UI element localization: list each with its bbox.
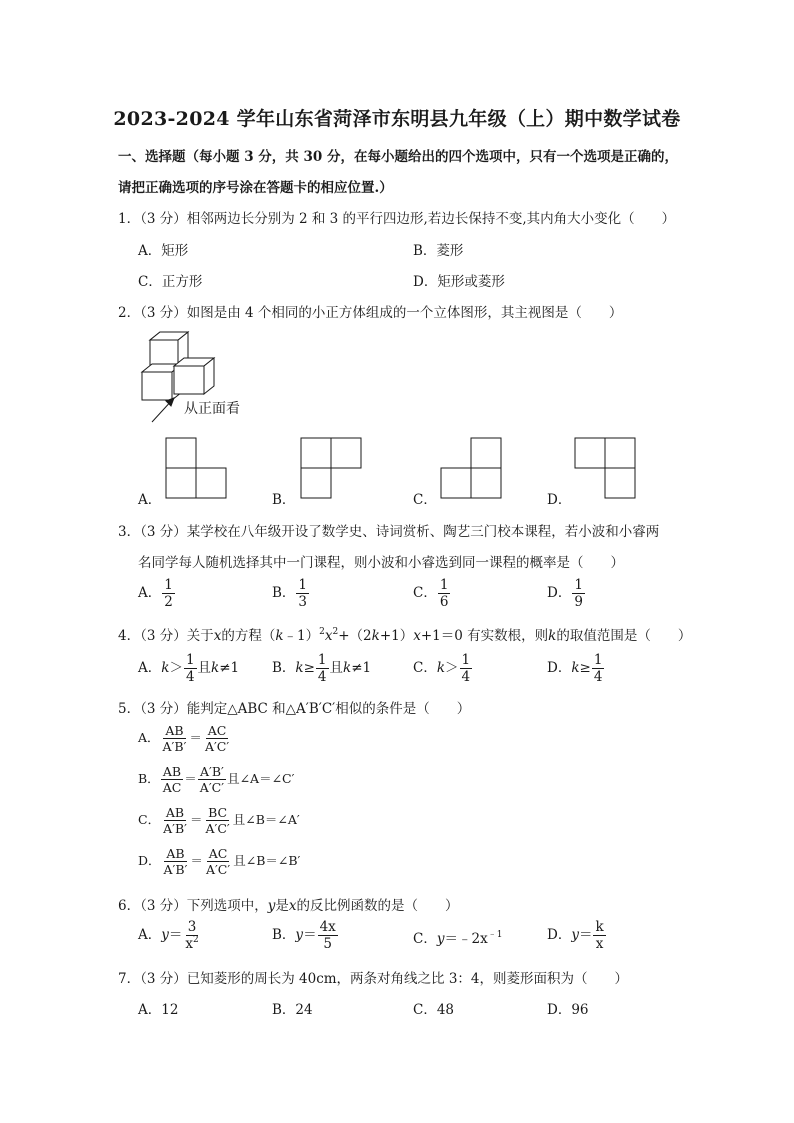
q3-option-d: [547, 578, 586, 609]
q4-option-b-fraction: [316, 653, 329, 684]
q5-option-c-frac2: [203, 806, 231, 835]
page-title: 2023-2024 学年山东省菏泽市东明县九年级（上）期中数学试卷: [113, 108, 681, 130]
q4-var-k: k: [211, 660, 220, 677]
q4-var-x: x: [324, 628, 333, 644]
q4-stem-part: ﹣1）: [283, 628, 320, 644]
q4-numerator: 1: [185, 652, 195, 668]
q3-option-d-fraction: [572, 578, 585, 609]
q6-option-a: [138, 920, 202, 951]
q7-option-a: A．12: [138, 1002, 179, 1018]
q6-option-c-label: C．: [413, 931, 437, 947]
q3-stem-line2: 名同学每人随机选择其中一门课程，则小波和小睿选到同一课程的概率是（ ）: [138, 555, 624, 571]
q3-option-a-fraction: [162, 578, 175, 609]
q6-stem-part: 是: [275, 898, 289, 914]
q5-denominator: AC: [162, 780, 182, 796]
q7-option-d: D．96: [547, 1002, 589, 1018]
q4-option-c-fraction: [460, 653, 473, 684]
q5-option-c-label: C．: [138, 812, 161, 828]
q6-var-y: y: [436, 931, 445, 947]
q2-option-d: D．: [547, 492, 572, 508]
q4-option-b: [272, 653, 371, 684]
q3-option-a-label: A．: [138, 585, 162, 602]
q4-ne-one: ≠1: [219, 660, 240, 677]
q4-option-c-label: C．: [413, 660, 437, 677]
q1-stem: 1．（3 分）相邻两边长分别为 2 和 3 的平行四边形,若边长保持不变,其内角大小变化（ ）: [118, 211, 676, 227]
q3-option-d-numerator: 1: [574, 577, 583, 593]
q2-option-a-figure: [165, 437, 227, 499]
q5-numerator: AB: [165, 723, 184, 738]
q5-option-d-condition: 且∠B＝∠B′: [233, 853, 301, 869]
q6-numerator: k: [595, 919, 604, 935]
q4-option-d-fraction: [592, 653, 605, 684]
q5-option-d-label: D．: [138, 853, 161, 869]
q4-var-x: x: [413, 628, 421, 644]
q3-option-c-denominator: 6: [439, 594, 449, 611]
q4-var-k: k: [571, 660, 580, 677]
q4-option-a: [138, 653, 239, 684]
q4-var-k: k: [343, 660, 352, 677]
q4-option-b-label: B．: [272, 660, 296, 677]
q3-option-c: [413, 578, 451, 609]
q4-exponent: 2: [319, 627, 325, 637]
q2-option-d-figure: [574, 437, 636, 499]
q1-option-d: D．矩形或菱形: [413, 274, 505, 290]
q4-stem: [118, 624, 691, 644]
q4-option-d: [547, 653, 605, 684]
q4-var-k: k: [548, 628, 557, 644]
q2-stem: 2．（3 分）如图是由 4 个相同的小正方体组成的一个立体图形，其主视图是（ ）: [118, 305, 623, 321]
q4-exponent: 2: [332, 627, 339, 637]
q4-var-x: x: [213, 628, 222, 644]
q7-stem: 7．（3 分）已知菱形的周长为 40cm，两条对角线之比 3：4，则菱形面积为（ ）: [118, 971, 629, 987]
q5-option-a-frac2: [203, 724, 231, 753]
q4-ne-one: ≠1: [351, 660, 372, 677]
q6-numerator: 4x: [319, 919, 336, 935]
q4-gt-sign: ＞: [445, 660, 459, 677]
q6-exponent: 2: [193, 935, 199, 946]
q6-option-c: [413, 927, 502, 947]
q2-option-c-figure: [440, 437, 502, 499]
q6-equals: ＝: [303, 927, 317, 944]
q5-denominator: A′B′: [163, 821, 187, 837]
q3-option-c-fraction: [438, 578, 451, 609]
q1-option-b: B．菱形: [413, 243, 464, 259]
q5-option-d-frac1: [162, 847, 190, 876]
q5-equals: ＝: [184, 771, 197, 787]
q4-option-a-label: A．: [138, 660, 162, 677]
q3-option-b-label: B．: [272, 585, 296, 602]
q5-equals: ＝: [189, 812, 203, 828]
q5-equals: ＝: [190, 853, 203, 869]
q4-ge-sign: ≥: [579, 660, 591, 677]
q6-numerator: 3: [187, 919, 197, 935]
q6-stem: [118, 894, 459, 914]
q6-stem-part: 6．（3 分）下列选项中，: [118, 898, 268, 914]
q5-option-c: [138, 806, 300, 835]
q2-option-b: B．: [272, 492, 296, 508]
q3-option-b: [272, 578, 310, 609]
q5-denominator: A′C′: [199, 780, 225, 796]
section-heading-line2: 请把正确选项的序号涂在答题卡的相应位置.）: [118, 180, 393, 196]
q5-numerator: A′B′: [199, 764, 224, 779]
q4-stem-part: 的取值范围是（ ）: [556, 628, 692, 644]
q5-numerator: AB: [165, 805, 185, 820]
q4-denominator: 4: [461, 669, 471, 686]
q4-var-k: k: [295, 660, 304, 677]
q5-stem: 5．（3 分）能判定△ABC 和△A′B′C′相似的条件是（ ）: [118, 701, 471, 717]
q3-option-d-label: D．: [547, 585, 572, 602]
q3-option-b-denominator: 3: [298, 594, 308, 611]
q4-denominator: 4: [593, 669, 603, 686]
q6-option-b-label: B．: [272, 927, 296, 944]
q6-option-a-denominator: [183, 936, 200, 951]
q3-option-b-fraction: [296, 578, 309, 609]
q1-option-a: A．矩形: [138, 243, 189, 259]
q4-and: 且: [329, 660, 344, 677]
q5-option-a-label: A．: [138, 730, 160, 746]
q6-option-a-fraction: [183, 920, 200, 951]
q6-var-y: y: [571, 927, 579, 944]
q4-stem-part: +1）: [379, 628, 414, 644]
q6-equals: ＝: [444, 931, 458, 947]
q5-option-b-condition: 且∠A＝∠C′: [227, 771, 295, 787]
q6-var-x: x: [288, 898, 297, 914]
q2-view-label: 从正面看: [184, 401, 240, 417]
q6-denominator: x: [595, 936, 604, 953]
q4-stem-part: +1＝0 有实数根，则: [420, 628, 549, 644]
q5-numerator: AC: [208, 846, 228, 861]
q5-option-d-frac2: [204, 847, 232, 876]
q5-denominator: A′B′: [163, 862, 188, 878]
q6-var-y: y: [267, 898, 276, 914]
q6-denominator-base: x: [185, 936, 194, 953]
q5-numerator: AB: [166, 846, 185, 861]
q6-equals: ＝: [578, 927, 593, 944]
q4-gt-sign: ＞: [169, 660, 183, 677]
q5-option-a-frac1: [161, 724, 189, 753]
q4-denominator: 4: [185, 669, 195, 686]
q5-denominator: A′B′: [162, 739, 187, 755]
q6-var-y: y: [161, 927, 169, 944]
q4-option-c: [413, 653, 473, 684]
q2-option-a: A．: [138, 492, 162, 508]
q3-option-c-numerator: 1: [439, 577, 449, 593]
q3-option-d-denominator: 9: [574, 594, 583, 611]
q1-option-c: C．正方形: [138, 274, 203, 290]
q5-option-d: [138, 847, 300, 876]
q4-numerator: 1: [317, 652, 327, 668]
q6-denominator: 5: [323, 936, 332, 953]
q4-var-k: k: [161, 660, 170, 677]
q4-option-d-label: D．: [547, 660, 572, 677]
q5-option-b-label: B．: [138, 771, 160, 787]
q5-numerator: BC: [208, 805, 228, 820]
q6-stem-part: 的反比例函数的是（ ）: [296, 898, 459, 914]
q4-numerator: 1: [461, 652, 471, 668]
q4-and: 且: [197, 660, 212, 677]
q6-var-y: y: [295, 927, 304, 944]
q6-option-b-fraction: [318, 920, 338, 951]
q4-option-a-fraction: [184, 653, 197, 684]
q4-denominator: 4: [317, 669, 327, 686]
q5-numerator: AC: [207, 723, 227, 738]
q3-option-a-numerator: 1: [164, 577, 173, 593]
q6-exponent: ﹣1: [487, 930, 503, 940]
q6-equals: ＝: [168, 927, 183, 944]
q3-option-b-numerator: 1: [298, 577, 308, 593]
q6-option-d-label: D．: [547, 927, 572, 944]
section-heading-line1: 一、选择题（每小题 3 分，共 30 分，在每小题给出的四个选项中，只有一个选项是正确的，: [118, 149, 678, 165]
q4-var-k: k: [275, 628, 284, 644]
q4-ge-sign: ≥: [303, 660, 315, 677]
q6-option-d-fraction: [593, 920, 605, 951]
q6-option-c-expression: ﹣2x: [457, 931, 488, 947]
q3-option-a-denominator: 2: [164, 594, 173, 611]
q5-option-b: [138, 765, 294, 794]
q6-option-b: [272, 920, 339, 951]
q5-equals: ＝: [189, 730, 202, 746]
q6-option-a-label: A．: [138, 927, 162, 944]
q4-var-k: k: [436, 660, 446, 677]
q2-option-b-figure: [300, 437, 362, 499]
q3-stem-line1: 3．（3 分）某学校在八年级开设了数学史、诗词赏析、陶艺三门校本课程，若小波和小睿两: [118, 524, 660, 540]
q4-stem-part: 的方程（: [221, 628, 276, 644]
q7-option-c: C．48: [413, 1002, 455, 1018]
q6-option-d: [547, 920, 607, 951]
q3-option-c-label: C．: [413, 585, 437, 602]
q5-option-a: [138, 724, 232, 753]
q2-option-c: C．: [413, 492, 437, 508]
q4-stem-part: +（2: [338, 628, 372, 644]
q5-option-b-frac1: [161, 765, 184, 794]
q4-numerator: 1: [593, 652, 603, 668]
q4-var-k: k: [371, 628, 380, 644]
q5-denominator: A′C′: [204, 739, 230, 755]
q5-option-c-frac1: [161, 806, 189, 835]
q5-numerator: AB: [162, 764, 182, 779]
q5-option-b-frac2: [198, 765, 226, 794]
q3-option-a: [138, 578, 176, 609]
q5-denominator: A′C′: [205, 862, 231, 878]
q5-option-c-condition: 且∠B＝∠A′: [232, 812, 300, 828]
q4-stem-part: 4．（3 分）关于: [118, 628, 214, 644]
q5-denominator: A′C′: [205, 821, 230, 837]
q7-option-b: B．24: [272, 1002, 313, 1018]
